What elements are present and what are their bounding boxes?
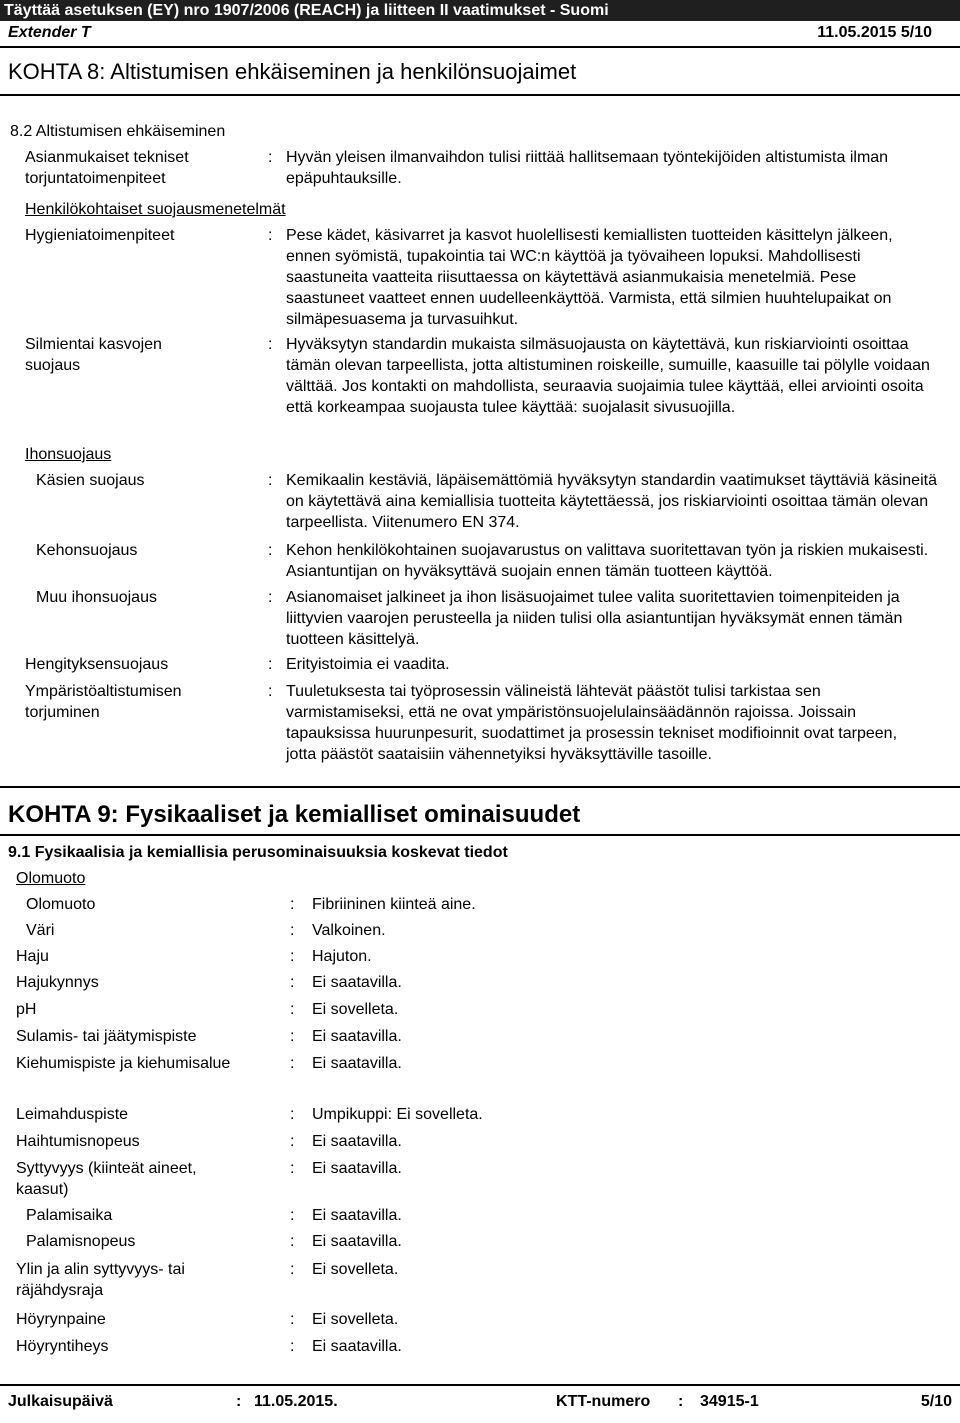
separator: : bbox=[678, 1393, 684, 1410]
section9-title: KOHTA 9: Fysikaaliset ja kemialliset ominaisuudet bbox=[8, 801, 581, 828]
section9-subtitle: 9.1 Fysikaalisia ja kemiallisia perusominaisuuksia koskevat tiedot bbox=[8, 844, 508, 861]
property-label: Väri bbox=[26, 922, 55, 939]
section8-title: KOHTA 8: Altistumisen ehkäiseminen ja henkilönsuojaimet bbox=[8, 59, 577, 84]
separator: : bbox=[290, 974, 295, 991]
property-label: Hajukynnys bbox=[16, 974, 99, 991]
personal-protection-heading: Henkilökohtaiset suojausmenetelmät bbox=[25, 201, 286, 218]
section9-bottom-rule bbox=[0, 834, 960, 836]
property-value: Ei sovelleta. bbox=[312, 1001, 399, 1018]
property-value: Ei sovelleta. bbox=[312, 1261, 399, 1278]
section9-top-rule bbox=[0, 786, 960, 788]
separator: : bbox=[290, 1311, 295, 1328]
property-label: Leimahduspiste bbox=[16, 1106, 129, 1123]
separator: : bbox=[268, 472, 273, 489]
property-value: Umpikuppi: Ei sovelleta. bbox=[312, 1106, 483, 1123]
separator: : bbox=[268, 227, 273, 244]
separator: : bbox=[290, 948, 295, 965]
separator: : bbox=[290, 1106, 295, 1123]
property-label: pH bbox=[16, 1001, 37, 1018]
separator: : bbox=[290, 1160, 295, 1177]
body-label: Kehonsuojaus bbox=[36, 542, 138, 559]
respiratory-label: Hengityksensuojaus bbox=[25, 656, 169, 673]
property-label: Ylin ja alin syttyvyys- tai räjähdysraja bbox=[16, 1261, 185, 1299]
property-value: Ei saatavilla. bbox=[312, 1160, 402, 1177]
body-value: Kehon henkilökohtainen suojavarustus on valittava suoritettavan työn ja riskien mukaisesti. Asiantuntijan on hyväksyttävä suojain ennen tämän tuotteen käyttöä. bbox=[286, 542, 929, 580]
property-value: Valkoinen. bbox=[312, 922, 386, 939]
separator: : bbox=[290, 922, 295, 939]
hygiene-label: Hygieniatoimenpiteet bbox=[25, 227, 175, 244]
hands-value: Kemikaalin kestäviä, läpäisemättömiä hyväksytyn standardin vaatimukset täyttäviä käsineitä on käytettävä aina kemiallisia tuotteita käytettäessä, jos riskiarviointi osoittaa tämän olevan tarpeellista. Viitenumero EN 374. bbox=[286, 472, 937, 531]
section8-subtitle: 8.2 Altistumisen ehkäiseminen bbox=[10, 123, 226, 140]
separator: : bbox=[268, 656, 273, 673]
footer-page-number: 5/10 bbox=[920, 1393, 952, 1410]
property-label: Höyrynpaine bbox=[16, 1311, 106, 1328]
section8-top-rule bbox=[0, 46, 960, 48]
eye-label: Silmientai kasvojen suojaus bbox=[25, 336, 162, 374]
separator: : bbox=[236, 1393, 242, 1410]
regulation-text: Täyttää asetuksen (EY) nro 1907/2006 (REACH) ja liitteen II vaatimukset - Suomi bbox=[4, 2, 609, 19]
separator: : bbox=[290, 1338, 295, 1355]
other-skin-value: Asianomaiset jalkineet ja ihon lisäsuojaimet tulee valita suoritettavien toimenpiteiden ja liittyvien vaarojen perusteella ja niiden tulisi olla asiantuntijan hyväksymät ennen tämän tuotteen käsittelyä. bbox=[286, 589, 903, 648]
separator: : bbox=[268, 683, 273, 700]
product-name: Extender T bbox=[8, 24, 91, 41]
separator: : bbox=[290, 1055, 295, 1072]
property-value: Hajuton. bbox=[312, 948, 372, 965]
property-label: Syttyvyys (kiinteät aineet, kaasut) bbox=[16, 1160, 197, 1198]
property-value: Fibriininen kiinteä aine. bbox=[312, 896, 476, 913]
hygiene-value: Pese kädet, käsivarret ja kasvot huolellisesti kemiallisten tuotteiden käsittelyn jälkeen, ennen syömistä, tupakointia tai WC:n käyttöä ja työvaiheen lopuksi. Mahdollisesti saastuneita vaatteita riisuttaessa on käytettävä asianmukaisia menetelmiä. Pese saastuneet vaatteet ennen uudelleenkäyttöä. Varmista, että silmien huuhtelupaikat on silmäpesuasema ja turvasuihkut. bbox=[286, 227, 893, 328]
footer-rule bbox=[0, 1384, 960, 1386]
skin-protection-heading: Ihonsuojaus bbox=[25, 446, 112, 463]
footer-publication-label: Julkaisupäivä bbox=[8, 1393, 113, 1410]
separator: : bbox=[290, 1261, 295, 1278]
property-value: Ei saatavilla. bbox=[312, 1133, 402, 1150]
property-label: Haju bbox=[16, 948, 49, 965]
header-date-page: 11.05.2015 5/10 bbox=[817, 24, 932, 41]
property-label: Palamisnopeus bbox=[26, 1233, 136, 1250]
property-value: Ei saatavilla. bbox=[312, 1055, 402, 1072]
respiratory-value: Erityistoimia ei vaadita. bbox=[286, 656, 450, 673]
property-label: Sulamis- tai jäätymispiste bbox=[16, 1028, 197, 1045]
eye-value: Hyväksytyn standardin mukaista silmäsuojausta on käytettävä, kun riskiarviointi osoittaa tämän olevan tarpeellista, jotta altistuminen roiskeille, sumuille, kaasuille tai pölylle voidaan välttää. Jos kontakti on mahdollista, seuraavia suojaimia tulee käyttää, ellei arviointi osoita että korkeampaa suojausta tulee käyttää: suojalasit sivusuojilla. bbox=[286, 336, 930, 416]
footer-ktt-number: 34915-1 bbox=[700, 1393, 759, 1410]
separator: : bbox=[268, 149, 273, 166]
separator: : bbox=[290, 1233, 295, 1250]
technical-label: Asianmukaiset tekniset torjuntatoimenpiteet bbox=[25, 149, 189, 187]
appearance-heading: Olomuoto bbox=[16, 870, 86, 887]
property-value: Ei saatavilla. bbox=[312, 1338, 402, 1355]
property-label: Olomuoto bbox=[26, 896, 96, 913]
separator: : bbox=[290, 1028, 295, 1045]
other-skin-label: Muu ihonsuojaus bbox=[36, 589, 157, 606]
separator: : bbox=[268, 542, 273, 559]
property-label: Höyryntiheys bbox=[16, 1338, 109, 1355]
environmental-value: Tuuletuksesta tai työprosessin välineistä lähtevät päästöt tulisi tarkistaa sen varmistamiseksi, että ne ovat ympäristönsuojelulainsäädännön rajoissa. Joissain tapauksissa huurunpesurit, suodattimet ja prosessin tekniset modifioinnit ovat tarpeen, jotta päästöt saataisiin vähennetyiksi hyväksyttäville tasoille. bbox=[286, 683, 898, 763]
property-value: Ei sovelleta. bbox=[312, 1311, 399, 1328]
property-value: Ei saatavilla. bbox=[312, 974, 402, 991]
separator: : bbox=[290, 1207, 295, 1224]
technical-value: Hyvän yleisen ilmanvaihdon tulisi riittää hallitsemaan työntekijöiden altistumista ilman epäpuhtauksille. bbox=[286, 149, 889, 187]
separator: : bbox=[268, 336, 273, 353]
property-value: Ei saatavilla. bbox=[312, 1207, 402, 1224]
separator: : bbox=[290, 896, 295, 913]
property-label: Haihtumisnopeus bbox=[16, 1133, 140, 1150]
property-label: Kiehumispiste ja kiehumisalue bbox=[16, 1055, 231, 1072]
property-value: Ei saatavilla. bbox=[312, 1233, 402, 1250]
separator: : bbox=[290, 1001, 295, 1018]
hands-label: Käsien suojaus bbox=[36, 472, 145, 489]
separator: : bbox=[290, 1133, 295, 1150]
footer-publication-date: 11.05.2015. bbox=[254, 1393, 338, 1410]
property-label: Palamisaika bbox=[26, 1207, 113, 1224]
property-value: Ei saatavilla. bbox=[312, 1028, 402, 1045]
environmental-label: Ympäristöaltistumisen torjuminen bbox=[25, 683, 182, 721]
footer-ktt-label: KTT-numero bbox=[556, 1393, 651, 1410]
separator: : bbox=[268, 589, 273, 606]
section8-bottom-rule bbox=[0, 94, 960, 96]
